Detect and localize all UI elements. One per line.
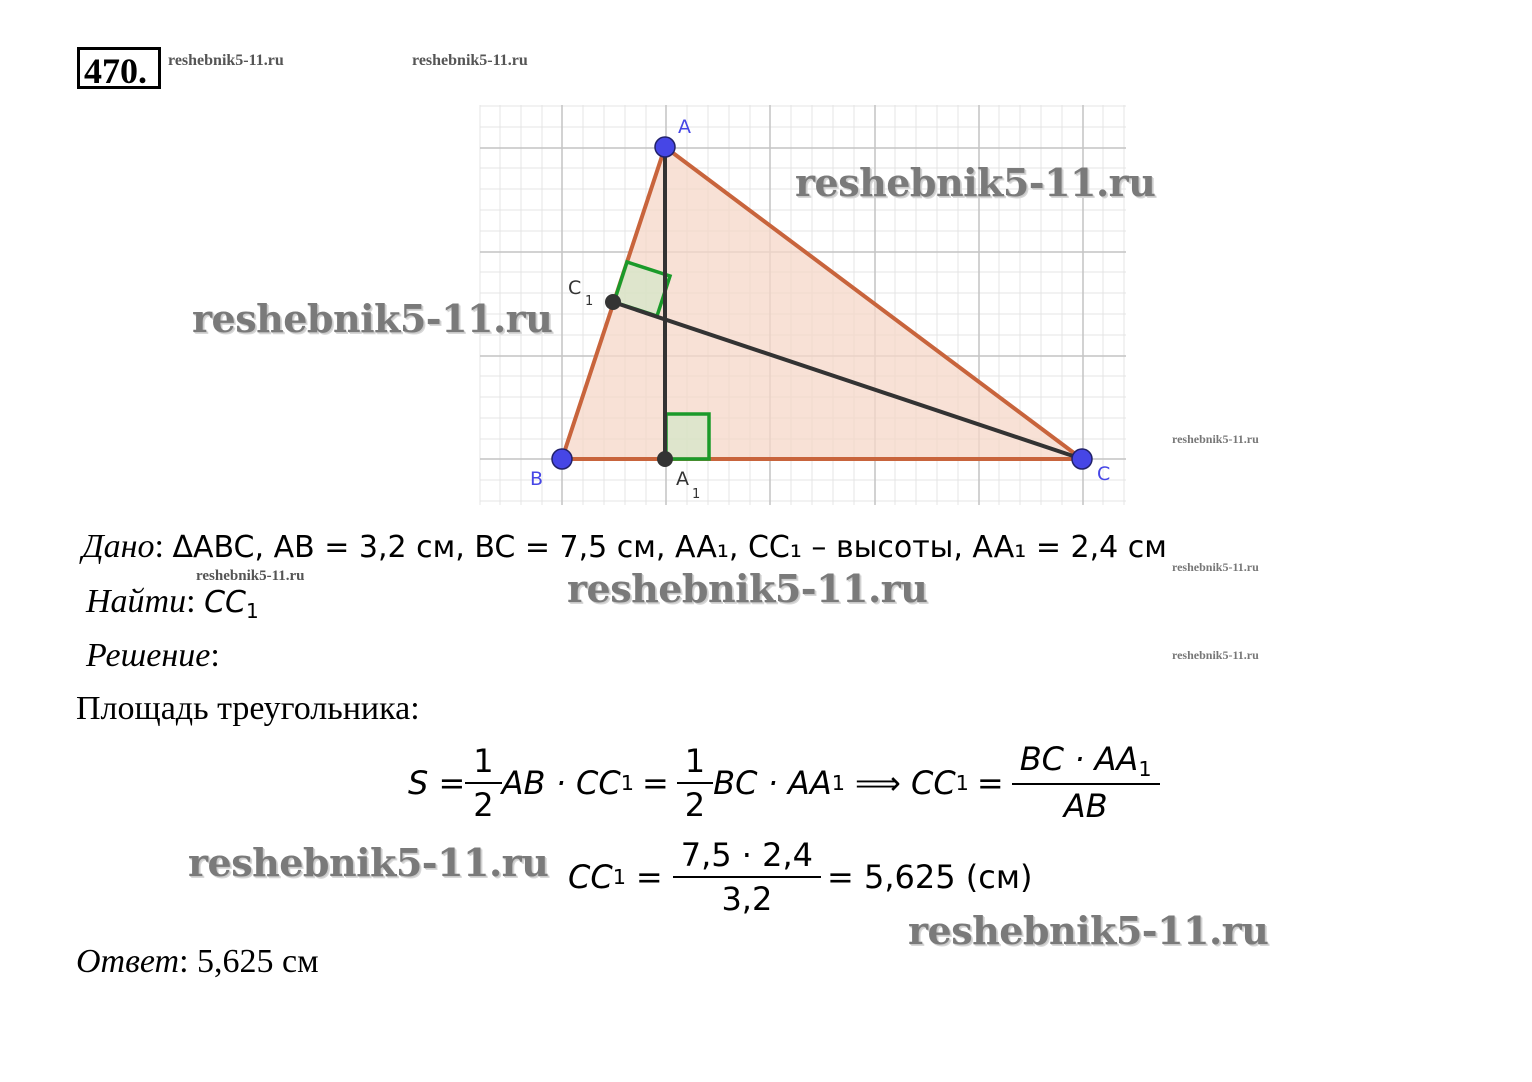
f2-eq: =: [635, 858, 663, 896]
watermark-big: reshebnik5-11.ru: [192, 296, 553, 341]
watermark-big: reshebnik5-11.ru: [567, 566, 928, 611]
find-value: CC: [204, 585, 246, 620]
given-ab: AB = 3,2 см,: [273, 530, 475, 565]
label-c1: C: [568, 277, 582, 299]
f1-num: BC · AA: [1019, 740, 1139, 778]
f1-half2-den: 2: [677, 782, 713, 824]
answer-label: Ответ: [76, 943, 180, 980]
find-sep: :: [186, 583, 205, 620]
point-a1: [657, 451, 673, 467]
f1-t1-sub: 1: [620, 770, 634, 795]
f1-t1: AB · CC: [501, 763, 621, 802]
given-label: Дано: [82, 528, 155, 565]
formula-area: [408, 740, 1160, 825]
find-line: [86, 583, 259, 623]
area-text: Площадь треугольника:: [76, 690, 420, 727]
right-angle-a1: [666, 414, 709, 459]
watermark-big: reshebnik5-11.ru: [188, 840, 549, 885]
label-a1-sub: 1: [692, 487, 701, 502]
solution-label: Решение: [86, 637, 211, 674]
f2-den: 3,2: [673, 876, 821, 918]
given-line: [82, 528, 1167, 566]
f2-lhs: CC: [568, 858, 613, 896]
f1-half-2: [681, 742, 709, 824]
f1-implies: ⟹ CC: [854, 763, 956, 802]
vertex-a: [655, 137, 675, 157]
label-c: C: [1097, 463, 1111, 485]
solution-line: [86, 637, 220, 675]
f2-fraction: [677, 836, 817, 918]
given-bc: BC = 7,5 см,: [474, 530, 675, 565]
find-sub: 1: [245, 599, 259, 623]
f1-imp-sub: 1: [955, 770, 969, 795]
watermark-tiny: reshebnik5-11.ru: [1172, 560, 1259, 574]
label-b: B: [530, 468, 544, 490]
f1-half-den: 2: [465, 782, 501, 824]
watermark-small: reshebnik5-11.ru: [412, 52, 528, 69]
f1-den: AB: [1012, 783, 1160, 825]
problem-number: 470.: [77, 47, 161, 89]
formula-cc1: [568, 836, 1033, 918]
f1-num-sub: 1: [1138, 757, 1152, 782]
given-aa1: AA₁ = 2,4 см: [972, 530, 1167, 565]
vertex-c: [1072, 449, 1092, 469]
f1-cc1-fraction: [1016, 740, 1156, 825]
f1-eq: =: [641, 763, 669, 802]
f1-t2: BC · AA: [713, 763, 832, 802]
watermark-big: reshebnik5-11.ru: [908, 908, 1269, 953]
watermark-small: reshebnik5-11.ru: [168, 52, 284, 69]
f1-s: S =: [408, 763, 466, 802]
given-triangle: ΔABC,: [172, 530, 274, 565]
point-c1: [605, 294, 621, 310]
watermark-tiny: reshebnik5-11.ru: [1172, 432, 1259, 446]
answer-line: [76, 943, 319, 981]
f1-t2-sub: 1: [831, 770, 845, 795]
answer-value: : 5,625 см: [179, 943, 319, 980]
watermark-big: reshebnik5-11.ru: [795, 160, 1156, 205]
f2-rhs: = 5,625 (см): [827, 858, 1033, 896]
f1-eq2: =: [976, 763, 1004, 802]
f1-half-1: [469, 742, 497, 824]
f1-half-num: 1: [473, 741, 494, 780]
f2-num: 7,5 · 2,4: [680, 836, 814, 874]
f1-half2-num: 1: [684, 741, 706, 780]
find-label: Найти: [86, 583, 187, 620]
watermark-small: reshebnik5-11.ru: [196, 568, 305, 584]
vertex-b: [552, 449, 572, 469]
f2-lhs-sub: 1: [612, 865, 626, 889]
watermark-tiny: reshebnik5-11.ru: [1172, 648, 1259, 662]
label-a: A: [678, 116, 691, 138]
label-c1-sub: 1: [585, 294, 594, 309]
given-heights: AA₁, CC₁ – высоты,: [675, 530, 973, 565]
solution-sep: :: [210, 637, 220, 674]
given-sep: :: [154, 528, 173, 565]
label-a1: A: [676, 468, 689, 490]
